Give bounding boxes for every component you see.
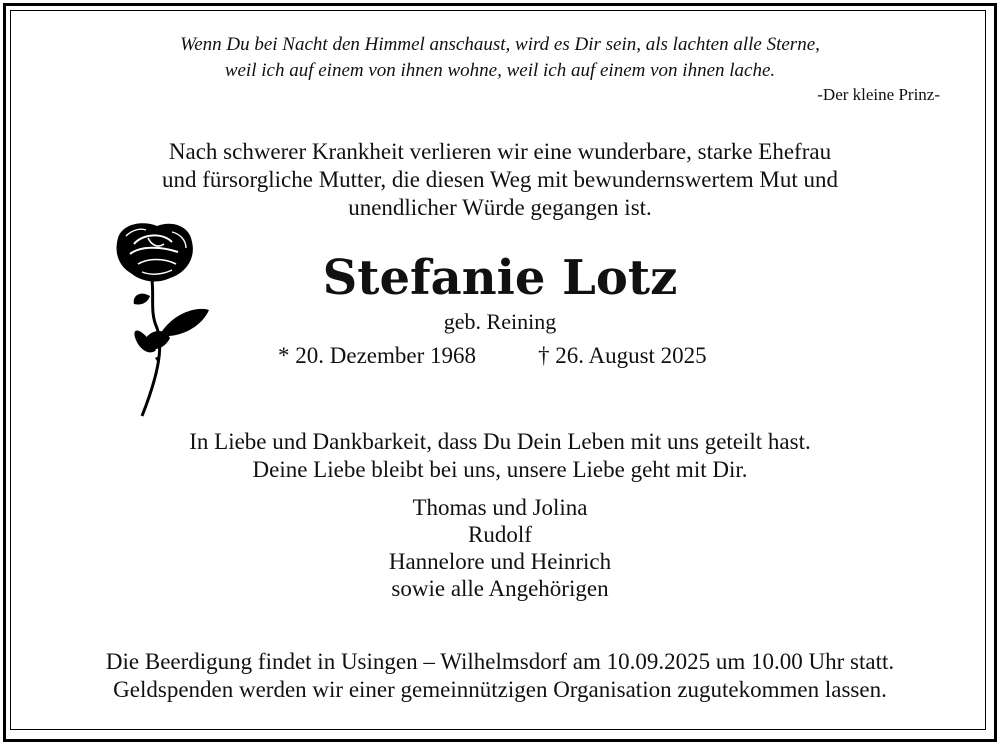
deceased-name: Stefanie Lotz — [322, 250, 678, 306]
donation-info: Geldspenden werden wir einer gemeinnützigen Organisation zugutekommen lassen. — [113, 677, 887, 702]
mourner-1: Thomas und Jolina — [412, 495, 588, 520]
mourner-2: Rudolf — [468, 522, 532, 547]
message-line-1: In Liebe und Dankbarkeit, dass Du Dein Leben mit uns geteilt hast. — [189, 429, 811, 454]
intro-line-3: unendlicher Würde gegangen ist. — [348, 195, 652, 220]
message-line-2: Deine Liebe bleibt bei uns, unsere Liebe geht mit Dir. — [252, 457, 748, 482]
death-date: † 26. August 2025 — [538, 343, 707, 368]
mourner-3: Hannelore und Heinrich — [388, 549, 612, 574]
birth-date: * 20. Dezember 1968 — [278, 343, 476, 368]
quote-attribution: -Der kleine Prinz- — [817, 85, 940, 104]
mourner-4: sowie alle Angehörigen — [391, 576, 609, 601]
quote-line-1: Wenn Du bei Nacht den Himmel anschaust, wird es Dir sein, als lachten alle Sterne, — [180, 34, 820, 55]
birth-name: geb. Reining — [443, 309, 557, 334]
funeral-info: Die Beerdigung findet in Usingen – Wilhelmsdorf am 10.09.2025 um 10.00 Uhr statt. — [105, 649, 895, 674]
intro-line-2: und fürsorgliche Mutter, die diesen Weg mit bewundernswertem Mut und — [161, 167, 839, 192]
intro-line-1: Nach schwerer Krankheit verlieren wir eine wunderbare, starke Ehefrau — [168, 139, 832, 164]
quote-line-2: weil ich auf einem von ihnen wohne, weil ich auf einem von ihnen lache. — [224, 60, 776, 81]
